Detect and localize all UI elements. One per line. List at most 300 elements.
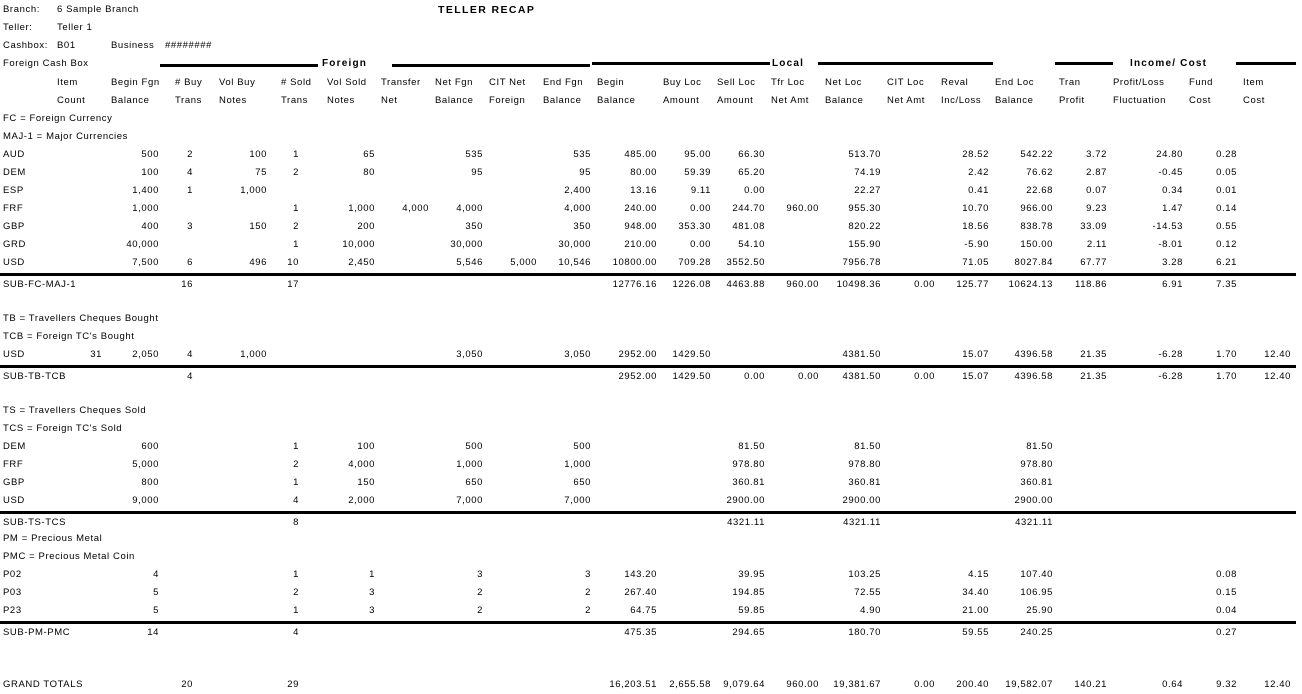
table-row-begin-fgn: 1,400 — [132, 185, 159, 196]
subtotal-row-code: SUB-PM-PMC — [3, 627, 71, 638]
teller-value: Teller 1 — [57, 22, 93, 33]
foreign-group-bar-left — [160, 64, 318, 67]
table-row-fund: 1.70 — [1216, 349, 1237, 360]
table-row-num-sold: 1 — [293, 441, 299, 452]
col-transfer-2: Net — [381, 95, 398, 106]
table-row-net-fgn: 2 — [477, 605, 483, 616]
table-row-end-loc: 81.50 — [1026, 441, 1053, 452]
table-row-profit-loss: -6.28 — [1158, 349, 1183, 360]
col-cit-loc-1: CIT Loc — [887, 77, 925, 88]
subtotal-row-net-loc: 10498.36 — [836, 279, 881, 290]
table-row-end-loc: 2900.00 — [1014, 495, 1053, 506]
col-net-loc-2: Balance — [825, 95, 864, 106]
table-row-fund: 0.28 — [1216, 149, 1237, 160]
table-row-net-fgn: 650 — [465, 477, 483, 488]
col-item-cost-1: Item — [1243, 77, 1264, 88]
table-row-code: P03 — [3, 587, 22, 598]
subtotal-row-begin: 2952.00 — [618, 371, 657, 382]
cashbox-label: Cashbox: — [3, 40, 48, 51]
col-vol-buy-2: Notes — [219, 95, 247, 106]
grand-totals-row-fund: 9.32 — [1216, 679, 1237, 690]
col-fund-1: Fund — [1189, 77, 1214, 88]
table-row-vol-sold: 2,000 — [348, 495, 375, 506]
col-tran-2: Profit — [1059, 95, 1085, 106]
col-end-fgn-2: Balance — [543, 95, 582, 106]
col-vol-sold-2: Notes — [327, 95, 355, 106]
col-cit-loc-2: Net Amt — [887, 95, 925, 106]
table-row-profit-loss: -8.01 — [1158, 239, 1183, 250]
table-row-end-loc: 978.80 — [1020, 459, 1053, 470]
table-row-num-sold: 2 — [293, 587, 299, 598]
col-sell-loc-1: Sell Loc — [717, 77, 756, 88]
table-row-reval: 0.41 — [968, 185, 989, 196]
table-row-begin: 64.75 — [630, 605, 657, 616]
table-row-code: ESP — [3, 185, 24, 196]
section-2-heading2: TCS = Foreign TC's Sold — [3, 423, 123, 434]
table-row-begin: 143.20 — [624, 569, 657, 580]
table-row-num-sold: 4 — [293, 495, 299, 506]
table-row-vol-sold: 1,000 — [348, 203, 375, 214]
table-row-fund: 0.08 — [1216, 569, 1237, 580]
table-row-cit-net: 5,000 — [510, 257, 537, 268]
col-item-1: Item — [57, 77, 78, 88]
table-row-begin: 10800.00 — [612, 257, 657, 268]
subtotal-row-cit-loc: 0.00 — [914, 279, 935, 290]
table-row-tran: 0.07 — [1086, 185, 1107, 196]
col-profit-loss-1: Profit/Loss — [1113, 77, 1165, 88]
table-row-net-fgn: 4,000 — [456, 203, 483, 214]
table-row-item-cost: 12.40 — [1264, 349, 1291, 360]
section-2-heading1: TS = Travellers Cheques Sold — [3, 405, 147, 416]
subtotal-row-sell-loc: 4463.88 — [726, 279, 765, 290]
table-row-end-loc: 4396.58 — [1014, 349, 1053, 360]
section-1-rule — [0, 365, 1296, 368]
table-row-begin-fgn: 500 — [141, 149, 159, 160]
section-1-heading2: TCB = Foreign TC's Bought — [3, 331, 135, 342]
col-num-sold-2: Trans — [281, 95, 308, 106]
table-row-end-loc: 542.22 — [1020, 149, 1053, 160]
col-end-loc-1: End Loc — [995, 77, 1035, 88]
grand-totals-row-buy-loc: 2,655.58 — [669, 679, 711, 690]
table-row-num-sold: 1 — [293, 203, 299, 214]
table-row-vol-buy: 1,000 — [240, 185, 267, 196]
table-row-sell-loc: 81.50 — [738, 441, 765, 452]
grand-totals-row-num-buy: 20 — [181, 679, 193, 690]
subtotal-row-num-sold: 17 — [287, 279, 299, 290]
subtotal-row-fund: 7.35 — [1216, 279, 1237, 290]
table-row-net-loc: 22.27 — [854, 185, 881, 196]
subtotal-row-reval: 15.07 — [962, 371, 989, 382]
table-row-buy-loc: 0.00 — [690, 239, 711, 250]
table-row-begin-fgn: 1,000 — [132, 203, 159, 214]
table-row-vol-buy: 150 — [249, 221, 267, 232]
local-group-bar-left — [592, 62, 770, 65]
col-num-buy-2: Trans — [175, 95, 202, 106]
grand-totals-row-reval: 200.40 — [956, 679, 989, 690]
table-row-tran: 9.23 — [1086, 203, 1107, 214]
col-fund-2: Cost — [1189, 95, 1211, 106]
table-row-num-sold: 1 — [293, 605, 299, 616]
table-row-begin-fgn: 5 — [153, 605, 159, 616]
branch-label: Branch: — [3, 4, 40, 15]
subtotal-row-buy-loc: 1226.08 — [672, 279, 711, 290]
table-row-begin: 13.16 — [630, 185, 657, 196]
table-row-end-fgn: 650 — [573, 477, 591, 488]
table-row-buy-loc: 709.28 — [678, 257, 711, 268]
table-row-fund: 0.04 — [1216, 605, 1237, 616]
table-row-fund: 0.55 — [1216, 221, 1237, 232]
table-row-sell-loc: 65.20 — [738, 167, 765, 178]
table-row-profit-loss: 1.47 — [1162, 203, 1183, 214]
subtotal-row-num-sold: 8 — [293, 517, 299, 528]
col-tran-1: Tran — [1059, 77, 1081, 88]
table-row-profit-loss: 24.80 — [1156, 149, 1183, 160]
table-row-vol-sold: 1 — [369, 569, 375, 580]
table-row-fund: 0.15 — [1216, 587, 1237, 598]
col-tfr-loc-1: Tfr Loc — [771, 77, 805, 88]
table-row-end-fgn: 95 — [579, 167, 591, 178]
table-row-end-fgn: 2 — [585, 587, 591, 598]
table-row-sell-loc: 194.85 — [732, 587, 765, 598]
table-row-buy-loc: 1429.50 — [672, 349, 711, 360]
table-row-net-loc: 360.81 — [848, 477, 881, 488]
grand-totals-row-sell-loc: 9,079.64 — [723, 679, 765, 690]
table-row-sell-loc: 66.30 — [738, 149, 765, 160]
table-row-end-loc: 76.62 — [1026, 167, 1053, 178]
table-row-end-loc: 107.40 — [1020, 569, 1053, 580]
subtotal-row-end-loc: 10624.13 — [1008, 279, 1053, 290]
foreign-group-bar-right — [392, 64, 590, 67]
table-row-begin-fgn: 5 — [153, 587, 159, 598]
table-row-fund: 0.05 — [1216, 167, 1237, 178]
subtotal-row-num-buy: 16 — [181, 279, 193, 290]
table-row-code: USD — [3, 495, 25, 506]
grand-totals-row-num-sold: 29 — [287, 679, 299, 690]
table-row-num-sold: 1 — [293, 239, 299, 250]
subtotal-row-sell-loc: 0.00 — [744, 371, 765, 382]
table-row-vol-sold: 100 — [357, 441, 375, 452]
table-row-vol-buy: 496 — [249, 257, 267, 268]
col-buy-loc-1: Buy Loc — [663, 77, 702, 88]
subtotal-row-net-loc: 4321.11 — [843, 517, 881, 528]
table-row-num-buy: 4 — [187, 349, 193, 360]
table-row-net-fgn: 3,050 — [456, 349, 483, 360]
table-row-reval: 2.42 — [968, 167, 989, 178]
col-num-sold-1: # Sold — [281, 77, 312, 88]
subtotal-row-profit-loss: 6.91 — [1162, 279, 1183, 290]
income-group-bar-right — [1236, 62, 1296, 65]
table-row-reval: 28.52 — [962, 149, 989, 160]
table-row-net-fgn: 2 — [477, 587, 483, 598]
table-row-end-loc: 25.90 — [1026, 605, 1053, 616]
subtotal-row-end-loc: 240.25 — [1020, 627, 1053, 638]
table-row-end-fgn: 30,000 — [558, 239, 591, 250]
col-net-fgn-2: Balance — [435, 95, 474, 106]
group-local: Local — [772, 58, 805, 69]
table-row-buy-loc: 353.30 — [678, 221, 711, 232]
table-row-code: AUD — [3, 149, 25, 160]
subtotal-row-code: SUB-FC-MAJ-1 — [3, 279, 77, 290]
table-row-net-loc: 72.55 — [854, 587, 881, 598]
table-row-begin-fgn: 400 — [141, 221, 159, 232]
table-row-net-fgn: 30,000 — [450, 239, 483, 250]
table-row-net-loc: 103.25 — [848, 569, 881, 580]
col-vol-buy-1: Vol Buy — [219, 77, 256, 88]
subtotal-row-tran: 21.35 — [1080, 371, 1107, 382]
table-row-code: P02 — [3, 569, 22, 580]
group-foreign: Foreign — [322, 58, 368, 69]
table-row-num-buy: 3 — [187, 221, 193, 232]
table-row-tfr-loc: 960.00 — [786, 203, 819, 214]
table-row-net-loc: 820.22 — [848, 221, 881, 232]
grand-totals-row-tran: 140.21 — [1074, 679, 1107, 690]
table-row-sell-loc: 0.00 — [744, 185, 765, 196]
table-row-tran: 2.87 — [1086, 167, 1107, 178]
table-row-net-loc: 155.90 — [848, 239, 881, 250]
section-0-heading1: FC = Foreign Currency — [3, 113, 113, 124]
table-row-end-loc: 106.95 — [1020, 587, 1053, 598]
table-row-num-sold: 1 — [293, 477, 299, 488]
table-row-begin: 485.00 — [624, 149, 657, 160]
table-row-code: USD — [3, 349, 25, 360]
table-row-num-sold: 2 — [293, 459, 299, 470]
col-begin-2: Balance — [597, 95, 636, 106]
subtotal-row-fund: 1.70 — [1216, 371, 1237, 382]
table-row-code: GBP — [3, 221, 25, 232]
table-row-num-buy: 2 — [187, 149, 193, 160]
table-row-net-fgn: 535 — [465, 149, 483, 160]
subtotal-row-reval: 59.55 — [962, 627, 989, 638]
section-0-heading2: MAJ-1 = Major Currencies — [3, 131, 128, 142]
table-row-reval: 34.40 — [962, 587, 989, 598]
subtotal-row-tfr-loc: 960.00 — [786, 279, 819, 290]
col-sell-loc-2: Amount — [717, 95, 754, 106]
table-row-begin: 267.40 — [624, 587, 657, 598]
table-row-end-loc: 8027.84 — [1014, 257, 1053, 268]
table-row-item: 31 — [90, 349, 102, 360]
subtotal-row-reval: 125.77 — [956, 279, 989, 290]
table-row-vol-sold: 10,000 — [342, 239, 375, 250]
table-row-net-fgn: 1,000 — [456, 459, 483, 470]
table-row-begin-fgn: 7,500 — [132, 257, 159, 268]
table-row-num-sold: 2 — [293, 221, 299, 232]
table-row-vol-buy: 100 — [249, 149, 267, 160]
col-net-fgn-1: Net Fgn — [435, 77, 473, 88]
table-row-vol-sold: 150 — [357, 477, 375, 488]
col-item-cost-2: Cost — [1243, 95, 1265, 106]
table-row-end-loc: 22.68 — [1026, 185, 1053, 196]
table-row-num-buy: 4 — [187, 167, 193, 178]
table-row-begin-fgn: 2,050 — [132, 349, 159, 360]
col-end-loc-2: Balance — [995, 95, 1034, 106]
table-row-reval: 18.56 — [962, 221, 989, 232]
branch-value: 6 Sample Branch — [57, 4, 139, 15]
table-row-end-fgn: 1,000 — [564, 459, 591, 470]
table-row-net-fgn: 95 — [471, 167, 483, 178]
group-income-cost: Income/ Cost — [1130, 58, 1208, 69]
grand-totals-row-item-cost: 12.40 — [1264, 679, 1291, 690]
table-row-net-loc: 2900.00 — [842, 495, 881, 506]
table-row-end-fgn: 10,546 — [558, 257, 591, 268]
col-num-buy-1: # Buy — [175, 77, 203, 88]
subtotal-row-begin-fgn: 14 — [147, 627, 159, 638]
col-tfr-loc-2: Net Amt — [771, 95, 809, 106]
table-row-end-loc: 838.78 — [1020, 221, 1053, 232]
table-row-tran: 67.77 — [1080, 257, 1107, 268]
local-group-bar-right — [818, 62, 993, 65]
table-row-sell-loc: 59.85 — [738, 605, 765, 616]
col-begin-fgn-2: Balance — [111, 95, 150, 106]
section-1-heading1: TB = Travellers Cheques Bought — [3, 313, 159, 324]
table-row-tran: 3.72 — [1086, 149, 1107, 160]
table-row-net-loc: 81.50 — [854, 441, 881, 452]
table-row-net-fgn: 350 — [465, 221, 483, 232]
subtotal-row-begin: 12776.16 — [612, 279, 657, 290]
subtotal-row-tfr-loc: 0.00 — [798, 371, 819, 382]
table-row-begin: 80.00 — [630, 167, 657, 178]
table-row-code: FRF — [3, 459, 24, 470]
table-row-net-loc: 7956.78 — [842, 257, 881, 268]
grand-totals-row-cit-loc: 0.00 — [914, 679, 935, 690]
table-row-net-loc: 4.90 — [860, 605, 881, 616]
table-row-buy-loc: 0.00 — [690, 203, 711, 214]
table-row-vol-sold: 3 — [369, 605, 375, 616]
table-row-num-buy: 1 — [187, 185, 193, 196]
subtotal-row-num-buy: 4 — [187, 371, 193, 382]
table-row-code: FRF — [3, 203, 24, 214]
col-vol-sold-1: Vol Sold — [327, 77, 367, 88]
table-row-sell-loc: 978.80 — [732, 459, 765, 470]
table-row-sell-loc: 2900.00 — [726, 495, 765, 506]
business-label: Business — [111, 40, 155, 51]
table-row-end-fgn: 2,400 — [564, 185, 591, 196]
table-row-reval: 21.00 — [962, 605, 989, 616]
table-row-sell-loc: 3552.50 — [726, 257, 765, 268]
business-value: ######## — [165, 40, 213, 51]
table-row-tran: 33.09 — [1080, 221, 1107, 232]
table-row-end-fgn: 2 — [585, 605, 591, 616]
table-row-buy-loc: 59.39 — [684, 167, 711, 178]
subtotal-row-buy-loc: 1429.50 — [672, 371, 711, 382]
subtotal-row-sell-loc: 294.65 — [732, 627, 765, 638]
table-row-sell-loc: 244.70 — [732, 203, 765, 214]
table-row-code: GBP — [3, 477, 25, 488]
table-row-num-sold: 10 — [287, 257, 299, 268]
subtotal-row-begin: 475.35 — [624, 627, 657, 638]
grand-totals-row-end-loc: 19,582.07 — [1005, 679, 1053, 690]
table-row-begin: 240.00 — [624, 203, 657, 214]
table-row-tran: 2.11 — [1086, 239, 1107, 250]
subtotal-row-end-loc: 4396.58 — [1014, 371, 1053, 382]
table-row-fund: 0.14 — [1216, 203, 1237, 214]
table-row-begin: 210.00 — [624, 239, 657, 250]
table-row-vol-sold: 65 — [363, 149, 375, 160]
table-row-code: USD — [3, 257, 25, 268]
section-2-rule — [0, 511, 1296, 514]
subtotal-row-net-loc: 4381.50 — [842, 371, 881, 382]
table-row-net-loc: 955.30 — [848, 203, 881, 214]
table-row-fund: 6.21 — [1216, 257, 1237, 268]
col-cit-net-2: Foreign — [489, 95, 526, 106]
table-row-end-fgn: 4,000 — [564, 203, 591, 214]
table-row-begin-fgn: 9,000 — [132, 495, 159, 506]
col-profit-loss-2: Fluctuation — [1113, 95, 1167, 106]
table-row-profit-loss: 3.28 — [1162, 257, 1183, 268]
table-row-code: P23 — [3, 605, 22, 616]
col-end-fgn-1: End Fgn — [543, 77, 584, 88]
subtotal-row-tran: 118.86 — [1075, 279, 1107, 290]
col-cit-net-1: CIT Net — [489, 77, 526, 88]
table-row-code: DEM — [3, 167, 26, 178]
report-title: TELLER RECAP — [438, 4, 536, 16]
subtotal-row-num-sold: 4 — [293, 627, 299, 638]
table-row-vol-sold: 2,450 — [348, 257, 375, 268]
table-row-end-fgn: 3,050 — [564, 349, 591, 360]
table-row-net-loc: 74.19 — [854, 167, 881, 178]
income-group-bar-left — [1055, 62, 1113, 65]
table-row-end-fgn: 350 — [573, 221, 591, 232]
table-row-begin-fgn: 4 — [153, 569, 159, 580]
table-row-begin-fgn: 800 — [141, 477, 159, 488]
grand-totals-row-tfr-loc: 960.00 — [786, 679, 819, 690]
subtotal-row-fund: 0.27 — [1216, 627, 1237, 638]
col-reval-1: Reval — [941, 77, 969, 88]
subtotal-row-code: SUB-TB-TCB — [3, 371, 66, 382]
section-3-heading1: PM = Precious Metal — [3, 533, 103, 544]
subtotal-row-cit-loc: 0.00 — [914, 371, 935, 382]
table-row-tran: 21.35 — [1080, 349, 1107, 360]
table-row-vol-sold: 80 — [363, 167, 375, 178]
table-row-reval: 71.05 — [962, 257, 989, 268]
table-row-begin-fgn: 40,000 — [126, 239, 159, 250]
table-row-code: GRD — [3, 239, 26, 250]
table-row-num-sold: 1 — [293, 149, 299, 160]
table-row-sell-loc: 54.10 — [738, 239, 765, 250]
table-row-begin-fgn: 600 — [141, 441, 159, 452]
table-row-num-buy: 6 — [187, 257, 193, 268]
col-transfer-1: Transfer — [381, 77, 421, 88]
table-row-end-fgn: 7,000 — [564, 495, 591, 506]
table-row-net-fgn: 3 — [477, 569, 483, 580]
col-begin-1: Begin — [597, 77, 625, 88]
table-row-end-fgn: 535 — [573, 149, 591, 160]
grand-totals-row-profit-loss: 0.64 — [1162, 679, 1183, 690]
table-row-num-sold: 1 — [293, 569, 299, 580]
cashbox-value: B01 — [57, 40, 76, 51]
grand-totals-row-code: GRAND TOTALS — [3, 679, 84, 690]
grand-totals-row-begin: 16,203.51 — [609, 679, 657, 690]
table-row-reval: 10.70 — [962, 203, 989, 214]
col-item-2: Count — [57, 95, 86, 106]
subtotal-row-code: SUB-TS-TCS — [3, 517, 66, 528]
table-row-code: DEM — [3, 441, 26, 452]
table-row-vol-sold: 3 — [369, 587, 375, 598]
table-row-net-fgn: 500 — [465, 441, 483, 452]
table-row-end-loc: 360.81 — [1020, 477, 1053, 488]
table-row-end-fgn: 3 — [585, 569, 591, 580]
table-row-net-loc: 978.80 — [848, 459, 881, 470]
section-3-rule — [0, 621, 1296, 624]
table-row-fund: 0.12 — [1216, 239, 1237, 250]
table-row-vol-buy: 1,000 — [240, 349, 267, 360]
table-row-sell-loc: 360.81 — [732, 477, 765, 488]
table-row-profit-loss: -0.45 — [1158, 167, 1183, 178]
table-row-begin: 948.00 — [624, 221, 657, 232]
table-row-net-fgn: 7,000 — [456, 495, 483, 506]
table-row-begin-fgn: 100 — [141, 167, 159, 178]
table-row-profit-loss: 0.34 — [1162, 185, 1183, 196]
table-row-net-fgn: 5,546 — [456, 257, 483, 268]
